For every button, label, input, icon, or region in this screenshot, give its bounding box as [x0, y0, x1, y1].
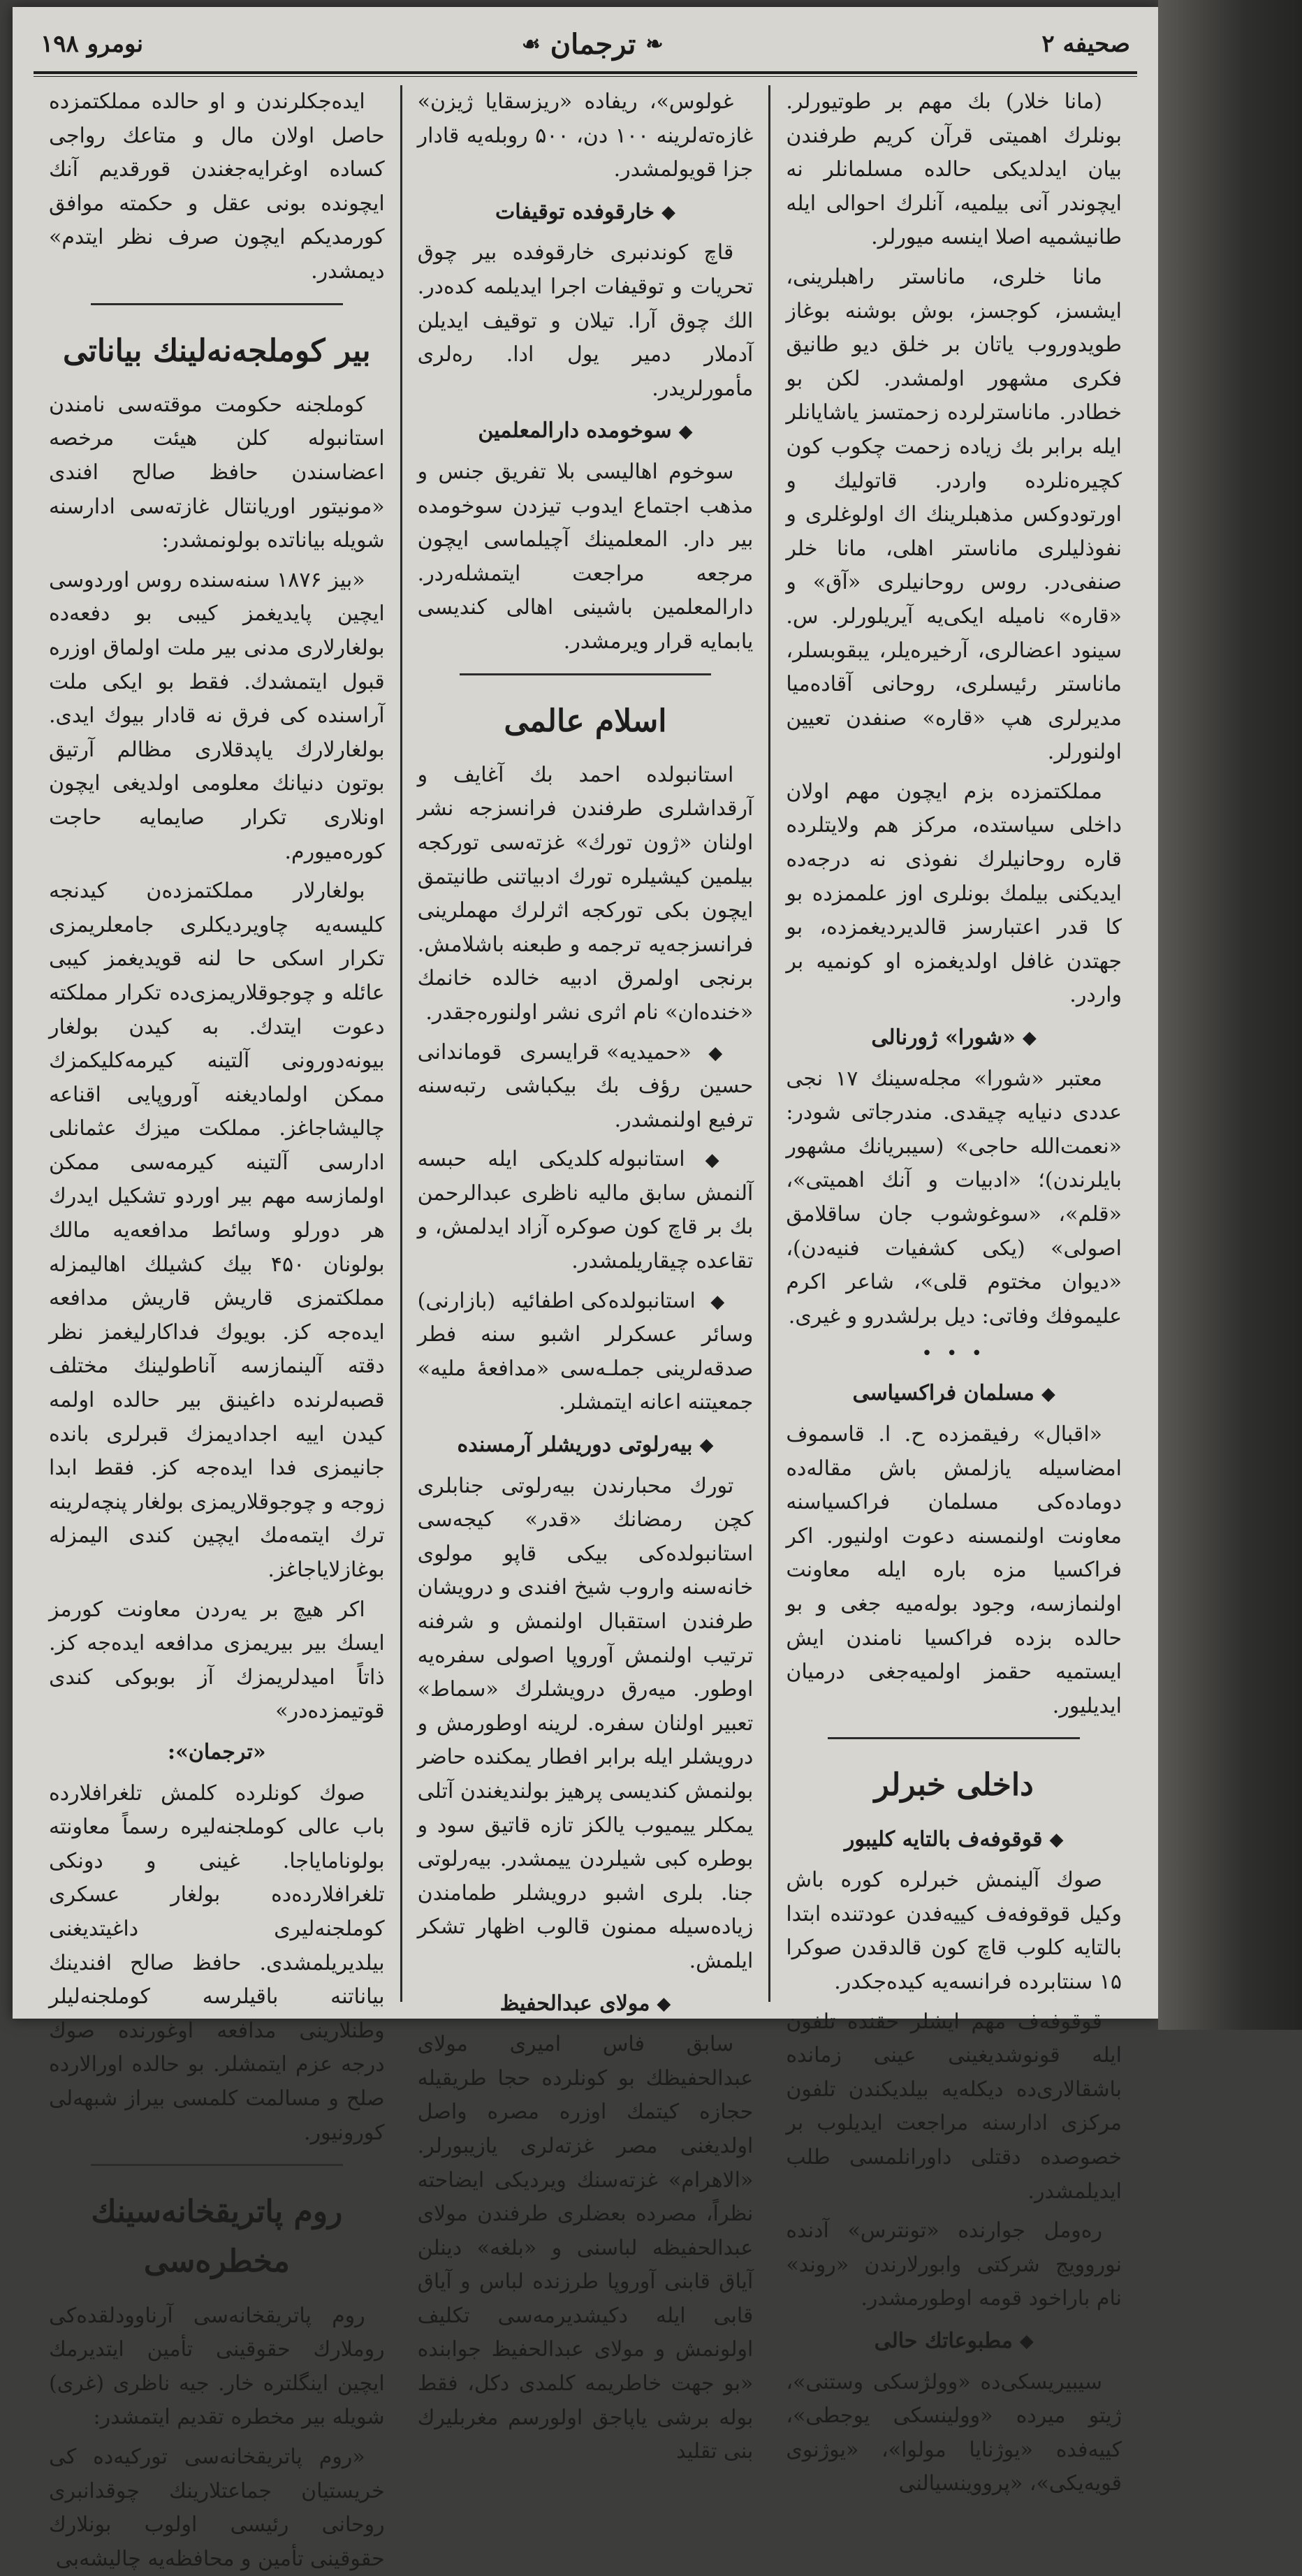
steamer-paragraph: ره‌ومل جوارنده «تونترس» آدنده نوروویج شرکتی وابورلارندن «روند» نام باراخود قومه اوطورمشدر.: [786, 2218, 1122, 2311]
gumulcine-quote: «بیز ۱۸۷۶ سنه‌سنده روس اوردوسی ایچین پایدیغمز کیبی بو دفعه‌ده بولغارلاری مدنی بیر ملت اولماق اوزره قبول ایتمشدك. فقط بو ایکی ملت آراسنده کی فرق نه قادار بیوك ایدی. بولغارلارك یاپدقلاری مظالم آرتیق بوتون دنیانك معلومی اولدیغی ایچون اونلاری تکرار صایمایه حاجت کوره‌میورم.: [48, 567, 385, 864]
press-paragraph: سیبیریسکی‌ده «وولژسکی وستنی»، ژیتو میرده «وولینسکی یوجطی»، کییه‌فده «یوژنایا مولوا»، «یوژنوی قویه‌یکی»، «پرووینسیالنی: [786, 2369, 1122, 2496]
diamond-bullet-icon: ◆: [1019, 2331, 1034, 2352]
diamond-bullet-icon: ◆: [1041, 1383, 1055, 1405]
column-right: [770, 85, 1137, 2496]
page-label: صحیفه ۲: [1041, 30, 1130, 58]
firemen-text: استانبولده‌کی اطفائیه (بازارنی) وسائر عسکرلر اشبو سنه فطر صدقه‌لرینی جملـه‌سی «مدافعهٔ ملیه» جمعیتنه اعانه ایتمشلر.: [417, 1288, 754, 1415]
diamond-bullet-icon: ◆: [661, 202, 676, 224]
separator-dots: • • •: [921, 1343, 986, 1365]
islam-world-title: اسلام عالمی: [504, 703, 667, 739]
gumulcine-paragraph-2: بولغارلار مملکتمزده‌ن کیدنجه کلیسه‌یه چاویردیکلری جامعلریمزی تکرار اسکی حا لنه قویدیغمز کیبی عائله و چوجوقلاریمزی‌ده تکرار مملکته دعوت ایتدك. به کیدن بولغار بیونه‌دورونی آلتینه کیرمه‌کلیکمزك ممکن اولمادیغنه آوروپایی اقناعه چالیشاجاغز. مملکت میزك عثمانلی ادارسی آلتینه کیرمه‌سی ممکن اولمازسه مهم بیر اوردو تشکیل ایدرك هر دورلو وسائط مدافعه‌یه مالك بولونان ۴۵۰ بیك کشیلك اهالیمزله مملکتمزی قاریش قاریش مدافعه ایده‌جه کز. بویوك فداکارلیغمز نظر دقته آلینمازسه آناطولینك مختلف قصبه‌لرنده داغینق بیر حالده اولمه کیدن اییه اجدادیمزك قبرلری بانده جانیمزی فدا ایده‌جه کز. فقط ابدا زوجه و چوجوقلاریمزی بولغار پنچه‌لرینه ترك ایتمه‌مك ایچین کندی الیمزله بوغازلایاجاغز.: [48, 879, 385, 1583]
loti-heading-text: بیه‌رلوتی دوریشلر آرمسنده: [457, 1433, 693, 1458]
sukhum-paragraph: سوخوم اهالیسی بلا تفریق جنس و مذهب اجتماع ایدوب تیزدن سوخومده بیر دار. المعلمینك آچیلماسی ایچون مرجعه مراجعت ایتمشله‌ردر. دارالمعلمین باشینی اهالی کندیسی یابمایه قرار ویرمشدر.: [417, 459, 754, 654]
issue-number: نومرو ۱۹۸: [41, 30, 144, 58]
minister-text: استانبوله کلدیکی ایله حبسه آلنمش سابق مالیه ناظری عبدالرحمن بك بر قاچ کون صوکره آزاد ایدلمش، و تقاعده چیقاریلمشدر.: [417, 1147, 754, 1274]
ornament-left-icon: ❧: [645, 31, 664, 57]
column-left: [34, 85, 400, 2571]
tercuman-signature: «ترجمان»:: [168, 1739, 266, 1764]
kokovtsov-heading-text: قوقوفه‌ف بالتایه کلیبور: [844, 1827, 1043, 1852]
tercuman-paragraph: صوك کونلرده کلمش تلغرافلارده باب عالی کوملجنه‌لیره رسماً معاونته بولونامایاجا. غینی و دونکی تلغرافلارده‌ده بولغار عسکری کوملجنه‌لیری داغیتدیغنی بیلدیریلمشدی. حافظ صالح افندینك بیاناتنه باقیلرسه کوملجنه‌لیلر وطنلارینی مدافعه اوغورنده صوك درجه عزم ایتمشلر. بو حالده اورالارده صلح و مسالمت کلمسی بیراز شبهه‌لی کورونیور.: [48, 1780, 385, 2145]
section-divider: [828, 1737, 1080, 1739]
continuation-paragraph: ایده‌جکلرندن و او حالده مملکتمزده حاصل اولان مال و متاعك رواجی کساده اوغرایه‌جغندن قورقدیم آنك ایچونده بونی عقل و حکمته موافق کورمدیکم ایچون صرف نظر ایتدم» دیمشدر.: [48, 89, 385, 284]
masthead: [522, 28, 664, 61]
hamidiye-text: «حمیدیه» قرایسری قوماندانی حسین رؤف بك بیکباشی رتبه‌سنه ترفیع اولنمشدر.: [417, 1039, 754, 1132]
hafid-heading-text: مولای عبدالحفیظ: [499, 1991, 650, 2016]
diamond-bullet-icon: ◆: [685, 1150, 734, 1171]
monks-paragraph: مانا خلری، ماناستر راهبلرینی، ایشسز، کوجسز، بوش بوشنه بوغاز طویدوروب یاتان بر خلق دیو طانیق فکری مشهور اولمشدر. لکن بو خطادر. ماناسترلرده زحمتسز یاشایانلر ایله برابر بك زیاده زحمت چکوب کون کچیره‌نلرده واردر. قاتولیك و اورتودوکس مذهبلرینك اك اولوغلری و نفوذلیلری ماناستر اهلی، مانا خلر صنفی‌در. روس روحانیلری «آق» و «قاره» نامیله ایکی‌یه آیریلورلر. س. سینود اعضالری، آرخیره‌یلر، یبقوبسلر، ماناستر رئیسلری، روحانی آقاده‌میا مدیرلری هپ «قاره» صنفدن تعیین اولنورلر.: [786, 264, 1122, 765]
press-heading: [786, 2325, 1122, 2359]
section-divider: [460, 673, 712, 675]
header-rule-thin: [34, 76, 1137, 77]
patriarchate-title: روم پاتریقخانه‌سینك مخطره‌سی: [91, 2194, 343, 2280]
loti-paragraph: تورك محبارندن بیه‌رلوتی جنابلری کچن رمضانك «قدر» کیجه‌سی استانبولده‌کی بیکی قاپو مولوی خانه‌سنه واروب شیخ افندی و درویشان طرفندن استقبال اولنمش و شرفنه ترتیب اولنمش آوروپا اصولی سفره‌یه اوطور. میه‌رق درویشلرك «سماط» تعبیر اولنان سفره. لرینه اوطورمش و درویشلر ایله برابر افطار یمکنده حاضر بولنمش کندیسی پرهیز بولندیغندن آتلی یمکلر ییمیوب یالکز تازه قاتیق سود و بوطره کبی شیلردن ییمشدر. بیه‌رلوتی جنا. بلری اشبو درویشلر طمامندن زیاده‌سیله ممنون قالوب اظهار تشکر ایلمش.: [417, 1473, 754, 1973]
shura-heading-text: «شورا» ژورنالی: [871, 1025, 1016, 1051]
telephone-paragraph: قوقوفه‌ف مهم ایشلر حقنده تلفون ایله قونوشدیغینی عینی زمانده باشقالاری‌ده دیکله‌یه بیلدیکندن تلفون مرکزی ادارسنه مراجعت ایدیلوب بر خصوصده دقتلی داورانلمسی طلب ایدیلمشدر.: [786, 2009, 1122, 2204]
hafid-paragraph: سابق فاس امیری مولای عبدالحفیظك بو کونلرده حجا طریقیله حجازه کیتمك اوزره مصره واصل اولدیغنی مصر غزته‌لری یازیبورلر. «الاهرام» غزته‌سنك ویردیکی ایضاحته نظراً، مصرده بعضلری طرفندن مولای عبدالحفیظه لباسنی و «بلغه» دینلن آیاق قابنی آوروپا طرزنده لباس و آیاق قابی ایله دکیشدیرمه‌سی تکلیف اولونمش و مولای عبدالحفیظ جوابنده «بو جهت خاطریمه کلمدی دکل، فقط بوله برشی یاپاجق اولورسم مغربلیرك بنی تقلید: [417, 2032, 754, 2464]
diamond-bullet-icon: ◆: [678, 420, 693, 442]
gumulcine-paragraph-3: اکر هیچ بر یه‌ردن معاونت کورمز ایسك بیر بیریمزی مدافعه ایده‌جه کز. ذاتاً امیدلریمزك آز بوبوکی کندی قوتیمزده‌در»: [48, 1597, 385, 1724]
diamond-bullet-icon: ◆: [691, 1042, 734, 1064]
columns: [34, 85, 1137, 2571]
kokovtsov-heading: [786, 1823, 1122, 1857]
patriarchate-paragraph: روم پاتریقخانه‌سی آرناوودلقده‌کی روملارك حقوقینی تأمین ایتدیرمك ایچین اینگلتره خار. جیه ناظری (غری) شویله بیر مخطره تقدیم ایتمشدر:: [48, 2303, 385, 2430]
shura-paragraph: معتبر «شورا» مجله‌سینك ۱۷ نجی عددی دنیایه چیقدی. مندرجاتی شودر: «نعمت‌الله حاجی» (سیبریانك مشهور بایلرندن)؛ «ادبیات و آنك اهمیتی»، «قلم»، «سوغوشوب جان ساقلامق اصولی» (یکی کشفیات فنیه‌دن)، «دیوان مختوم قلی»، شاعر اکرم علیموفك وفاتی: دیل برلشدرو و غیری.: [786, 1066, 1122, 1329]
diamond-bullet-icon: ◆: [695, 1291, 734, 1312]
kharkov-heading-text: خارقوفده توقیفات: [495, 199, 655, 224]
kharkov-heading: [418, 196, 754, 230]
fines-paragraph: غولوس»، ریفاده «ریزسقایا ژیزن» غازه‌ته‌لرینه ۱۰۰ دن، ۵۰۰ روبله‌یه قادار جزا قویولمشدر.: [417, 89, 754, 182]
sukhum-heading: [418, 414, 754, 448]
diamond-bullet-icon: ◆: [699, 1435, 714, 1456]
firemen-paragraph: [418, 1285, 754, 1420]
section-divider: [91, 303, 343, 305]
diamond-bullet-icon: ◆: [1022, 1027, 1037, 1049]
gumulcine-title: بیر کوملجه‌نه‌لینك بیاناتی: [63, 332, 371, 369]
sukhum-heading-text: سوخومده دارالمعلمین: [478, 418, 672, 444]
hafid-heading: [418, 1987, 754, 2021]
page-header: [41, 20, 1130, 68]
press-heading-text: مطبوعاتك حالی: [874, 2329, 1013, 2353]
faction-paragraph: «اقبال» رفیقمزده ح. ا. قاسموف امضاسیله یازلمش باش مقاله‌ده دوماده‌کی مسلمان فراکسیاسنه معاونت اولنمسنه دعوت اولنیور. اکر فراکسیا مزه باره ایله معاونت اولنمازسه، وجود بوله‌میه جغی و بو حالده بزده فراکسیا نامندن ایش ایستمیه حقمز اولمیه‌جغی درمیان ایدیلیور.: [786, 1422, 1122, 1718]
diamond-bullet-icon: ◆: [1049, 1829, 1064, 1850]
kharkov-paragraph: قاچ کوندنبری خارقوفده بیر چوق تحریات و توقیفات اجرا ایدیلمه کده‌در. الك چوق آرا. تیلان و توقیف ایدیلن آدملار دمیر یول ادا. ره‌لری مأمورلریدر.: [417, 240, 754, 401]
gumulcine-intro: کوملجنه حکومت موقته‌سی نامندن استانبوله کلن هیئت مرخصه اعضاسندن حافظ صالح افندی «مونیتور اوریانتال غازته‌سی ادارسنه شویله بیاناتده بولونمشدر:: [48, 392, 385, 553]
politics-paragraph: مملکتمزده بزم ایچون مهم اولان داخلی سیاستده، مرکز هم ولایتلرده قاره روحانیلرك نفوذی نه درجه‌ده ایدیکنی بیلمك بونلری اوز علممزده بو کا قدر اعتبارسز قالدیردیغمزده، بو جهتدن غافل اولدیغمزه او کونمیه بر واردر.: [786, 779, 1122, 1008]
faction-heading-text: مسلمان فراکسیاسی: [852, 1381, 1034, 1406]
patriarchate-quote: «روم پاتریقخانه‌سی تورکیه‌ده کی خریستیان جماعتلارینك چوقدانبری روحانی رئیسی اولوب بونلارك حقوقینی تأمین و محافظه‌یه چالیشه‌بی: [48, 2445, 385, 2571]
intro-paragraph: (مانا خلار) بك مهم بر طوتیورلر. بونلرك اهمیتی قرآن کریم طرفندن بیان ایدلدیکی حالده مسلمانلر نه ایچوندر آنی بیلمیه، آنلرك احوالی ایله طانیشمیه اصلا اینسه میورلر.: [786, 89, 1122, 250]
loti-heading: [418, 1428, 754, 1463]
section-divider: [91, 2164, 343, 2166]
faction-heading: [786, 1377, 1122, 1411]
newspaper-page: [13, 7, 1158, 2571]
newspaper-title: ترجمان: [550, 27, 636, 61]
jeune-turc-paragraph: استانبولده احمد بك آغایف و آرقداشلری طرفندن فرانسزجه نشر اولنان «ژون تورك» غزته‌سی تورکجه بیلمین کیشیلره تورك ادبیاتنی طانیتمق ایچون بکی تورکجه اثرلرك مهملرینی فرانسزجه‌یه ترجمه و طبعنه باشلامش. برنجی اولمرق ادبیه خالده خانمك «خنده‌ان» نام اثری نشر اولنوره‌جقدر.: [417, 762, 754, 1025]
column-middle: [402, 85, 769, 2464]
header-rule: [34, 71, 1137, 74]
hamidiye-paragraph: [418, 1036, 754, 1138]
kokovtsov-paragraph: صوك آلینمش خبرلره کوره باش وکیل قوقوفه‌ف کییه‌فدن عودتنده ابتدا بالتایه کلوب قاچ کون قالدقدن صوکرا ۱۵ سنتابرده فرانسه‌یه کیده‌جکدر.: [786, 1868, 1122, 1995]
domestic-news-title: داخلی خبرلر: [874, 1767, 1034, 1803]
shura-heading: [786, 1021, 1122, 1055]
minister-paragraph: [418, 1143, 754, 1278]
diamond-bullet-icon: ◆: [657, 1993, 671, 2014]
scan-background: [1158, 0, 1302, 2030]
ornament-right-icon: ☙: [521, 31, 541, 57]
